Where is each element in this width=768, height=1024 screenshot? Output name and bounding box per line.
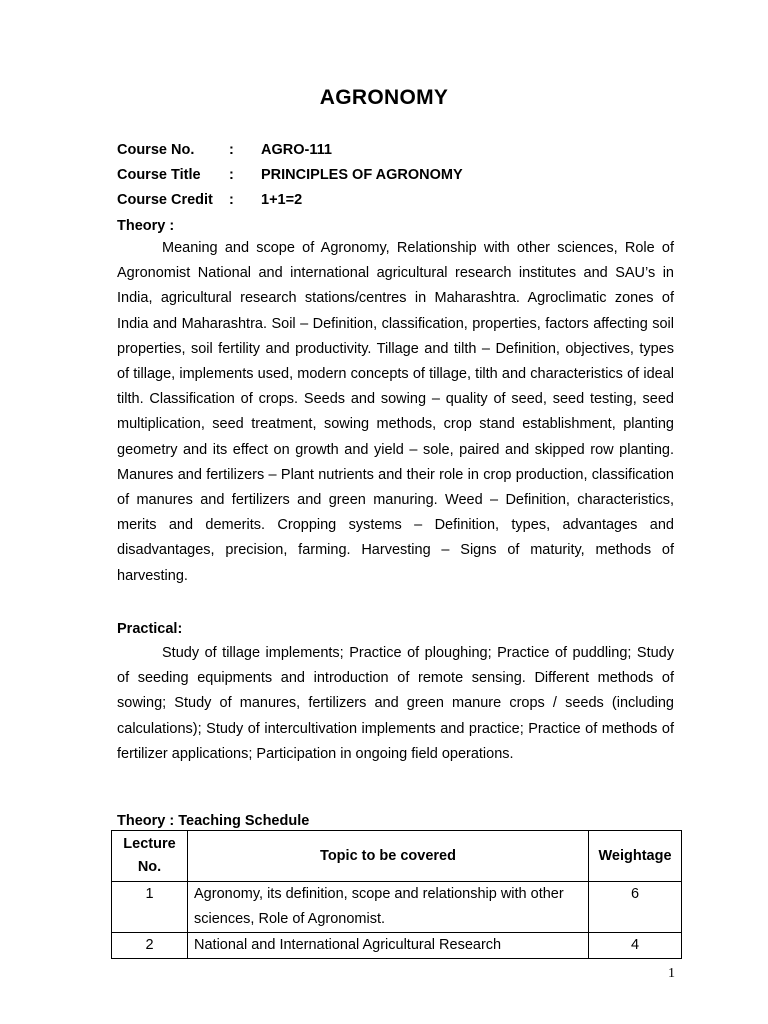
course-title-line <box>117 167 463 183</box>
colon: : <box>229 142 234 158</box>
table-row <box>112 933 682 959</box>
course-credit-line <box>117 192 302 208</box>
row-lecture-no: 2 <box>112 933 188 959</box>
table-header-row <box>112 831 682 882</box>
page-title: AGRONOMY <box>319 86 449 109</box>
schedule-heading: Theory : Teaching Schedule <box>117 813 310 829</box>
table-row <box>112 882 682 933</box>
col-weightage: Weightage <box>589 831 682 882</box>
teaching-schedule-table <box>111 830 682 959</box>
practical-paragraph: Study of tillage implements; Practice of ploughing; Practice of puddling; Study of seeding equipments and introduction of remote sensing. Different methods of sowing; Study of manures, fertilizers and green manure crops / seeds (including calculations); Study of intercultivation implements and practice; Practice of methods of fertilizer applications; Participation in ongoing field operations. <box>117 645 674 762</box>
colon: : <box>229 167 234 183</box>
col-lecture-no-line1: Lecture <box>123 836 176 852</box>
col-lecture-no-line2: No. <box>137 859 162 875</box>
course-credit-value: 1+1=2 <box>261 192 303 208</box>
col-topic: Topic to be covered <box>188 831 589 882</box>
course-no-label: Course No. <box>117 142 195 158</box>
course-credit-label: Course Credit <box>117 192 213 208</box>
course-no-value: AGRO-111 <box>261 142 332 158</box>
practical-heading: Practical: <box>117 621 183 637</box>
course-no-line <box>117 142 332 158</box>
theory-heading: Theory : <box>117 218 175 234</box>
row-topic: Agronomy, its definition, scope and relationship with other sciences, Role of Agronomist. <box>188 882 589 933</box>
page-number: 1 <box>668 966 675 981</box>
row-weightage: 4 <box>589 933 682 959</box>
row-lecture-no: 1 <box>112 882 188 933</box>
course-title-value: PRINCIPLES OF AGRONOMY <box>261 167 463 183</box>
col-lecture-no <box>112 831 188 882</box>
row-weightage: 6 <box>589 882 682 933</box>
course-title-label: Course Title <box>117 167 201 183</box>
theory-paragraph: Meaning and scope of Agronomy, Relationship with other sciences, Role of Agronomist National and international agricultural research institutes and SAU’s in India, agricultural research stations/centres in Maharashtra. Agroclimatic zones of India and Maharashtra. Soil – Definition, classification, properties, factors affecting soil properties, soil fertility and productivity. Tillage and tilth – Definition, objectives, types of tillage, implements used, modern concepts of tillage, tilth and characteristics of ideal tilth. Classification of crops. Seeds and sowing – quality of seed, seed testing, seed multiplication, seed treatment, sowing methods, crop stand establishment, planting geometry and its effect on growth and yield – sole, paired and skipped row planting. Manures and fertilizers – Plant nutrients and their role in crop production, classification of manures and fertilizers and green manuring. Weed – Definition, characteristics, merits and demerits. Cropping systems – Definition, types, advantages and disadvantages, precision, farming. Harvesting – Signs of maturity, methods of harvesting. <box>117 240 674 584</box>
row-topic: National and International Agricultural Research <box>188 933 589 959</box>
colon: : <box>229 192 234 208</box>
